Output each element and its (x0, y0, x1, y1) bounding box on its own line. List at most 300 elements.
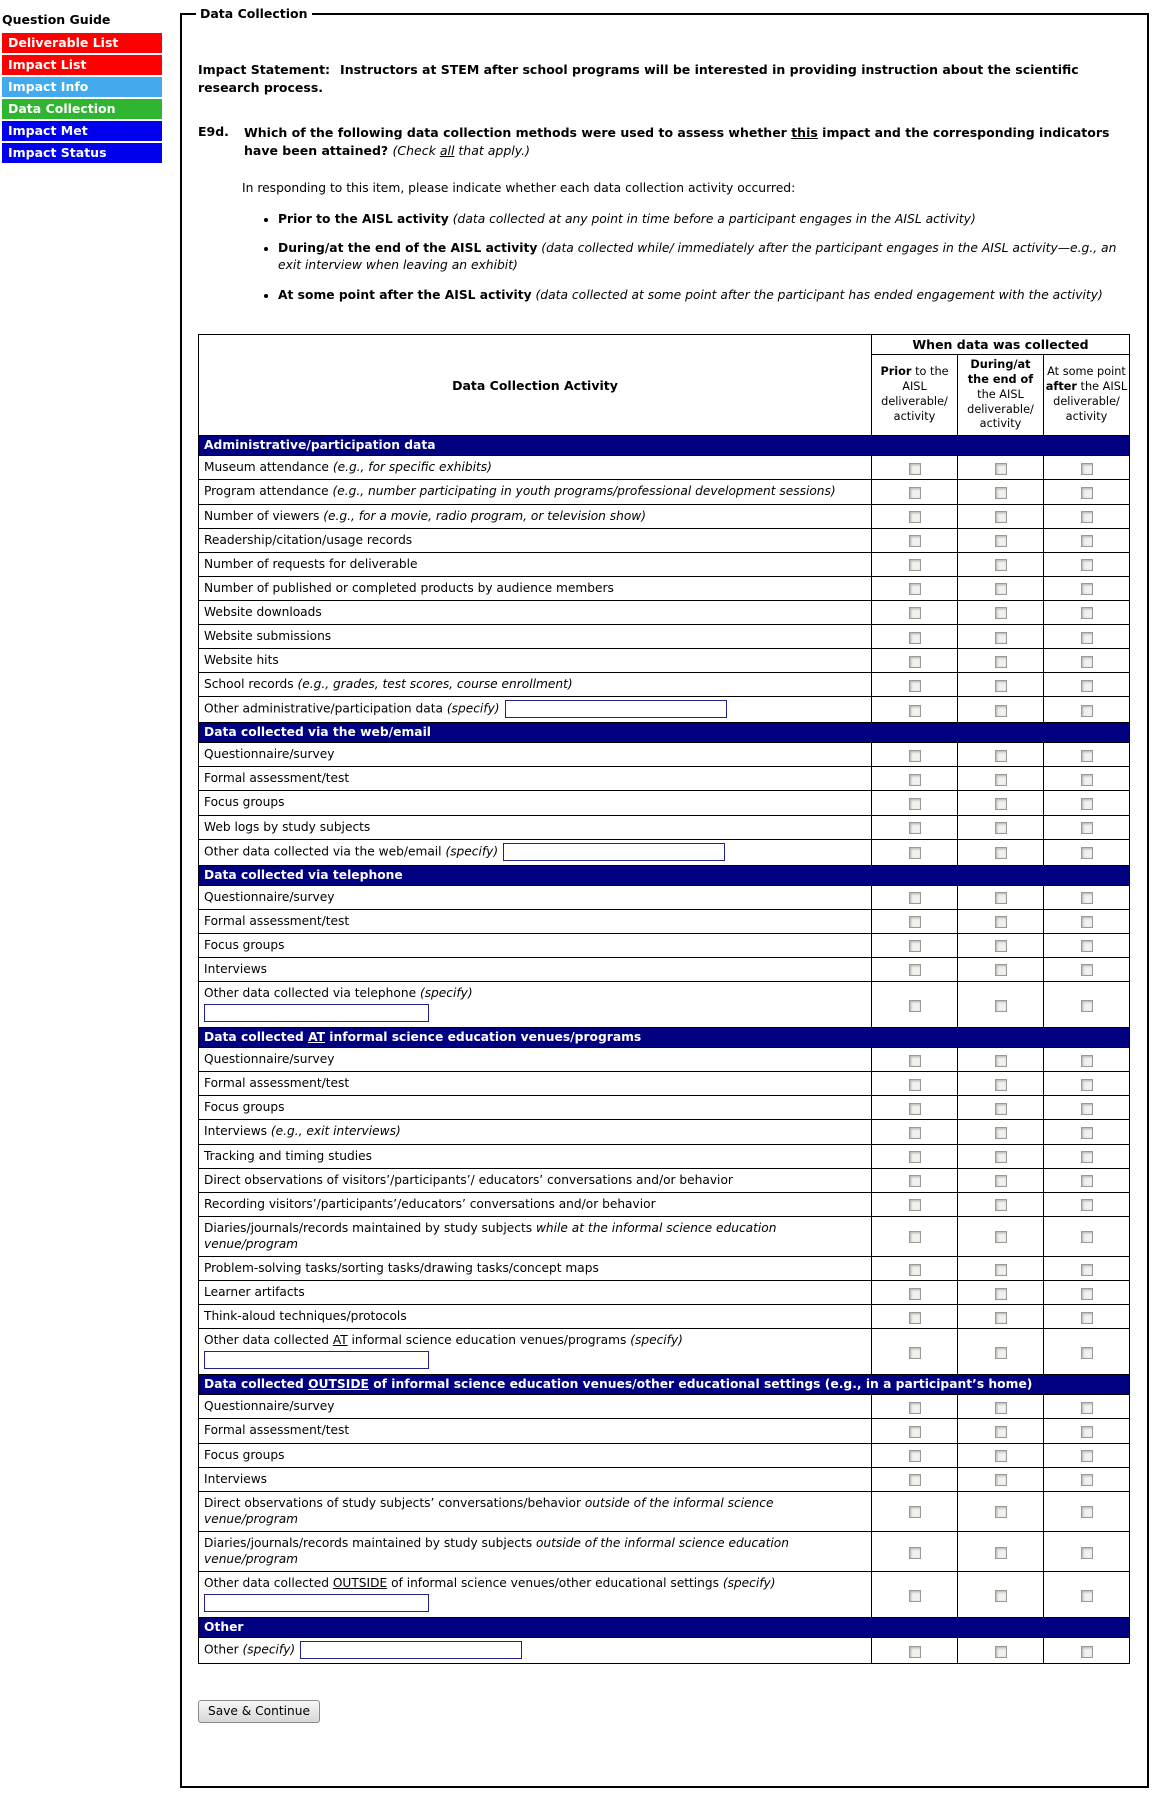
checkbox-cell-after (1044, 815, 1130, 839)
checkbox-cell-during (958, 576, 1044, 600)
checkbox-cell-after (1044, 743, 1130, 767)
checkbox-cell-prior (872, 957, 958, 981)
activity-label (199, 649, 872, 673)
checkbox-prior[interactable] (909, 1402, 921, 1414)
checkbox-prior[interactable] (909, 798, 921, 810)
checkbox-prior[interactable] (909, 1426, 921, 1438)
checkbox-during[interactable] (995, 680, 1007, 692)
checkbox-after[interactable] (1081, 916, 1093, 928)
checkbox-prior[interactable] (909, 964, 921, 976)
checkbox-after[interactable] (1081, 750, 1093, 762)
checkbox-prior[interactable] (909, 940, 921, 952)
question-number: E9d. (198, 124, 229, 139)
checkbox-during[interactable] (995, 1288, 1007, 1300)
activity-row (199, 1048, 1130, 1072)
checkbox-during[interactable] (995, 1151, 1007, 1163)
label-text-segment: Questionnaire/survey (204, 747, 335, 762)
activity-row (199, 697, 1130, 723)
checkbox-cell-prior (872, 697, 958, 723)
checkbox-after[interactable] (1081, 607, 1093, 619)
checkbox-prior[interactable] (909, 656, 921, 668)
checkbox-prior[interactable] (909, 822, 921, 834)
checkbox-during[interactable] (995, 1450, 1007, 1462)
checkbox-during[interactable] (995, 1231, 1007, 1243)
question-check-note: (Check (392, 142, 440, 158)
activity-row (199, 839, 1130, 865)
checkbox-during[interactable] (995, 705, 1007, 717)
checkbox-cell-after (1044, 576, 1130, 600)
checkbox-during[interactable] (995, 1547, 1007, 1559)
activity-label (199, 1216, 872, 1256)
checkbox-prior[interactable] (909, 1474, 921, 1486)
activity-label (199, 1192, 872, 1216)
checkbox-during[interactable] (995, 1402, 1007, 1414)
activity-row (199, 625, 1130, 649)
checkbox-during[interactable] (995, 632, 1007, 644)
label-text-segment: Administrative/participation data (204, 438, 436, 453)
checkbox-cell-after (1044, 1168, 1130, 1192)
label-italic-segment: (specify) (722, 1576, 776, 1591)
checkbox-during[interactable] (995, 1103, 1007, 1115)
label-underlined-segment: OUTSIDE (332, 1576, 388, 1591)
checkbox-cell-during (958, 1572, 1044, 1618)
checkbox-cell-after (1044, 504, 1130, 528)
checkbox-cell-during (958, 1281, 1044, 1305)
checkbox-cell-after (1044, 885, 1130, 909)
label-text-segment: Diaries/journals/records maintained by study subjects (204, 1535, 536, 1550)
checkbox-during[interactable] (995, 964, 1007, 976)
activity-label (199, 673, 872, 697)
checkbox-prior[interactable] (909, 487, 921, 499)
checkbox-cell-during (958, 1443, 1044, 1467)
label-text-segment: Problem-solving tasks/sorting tasks/drawing tasks/concept maps (204, 1260, 599, 1275)
activity-label (199, 743, 872, 767)
label-text-segment: Think-aloud techniques/protocols (204, 1309, 407, 1324)
label-text-segment: Interviews (204, 961, 268, 976)
checkbox-cell-prior (872, 815, 958, 839)
specify-input[interactable] (204, 1004, 429, 1022)
checkbox-cell-prior (872, 552, 958, 576)
question-text-part: Which of the following data collection methods were used to assess whether (244, 125, 792, 140)
checkbox-during[interactable] (995, 1312, 1007, 1324)
checkbox-cell-after (1044, 1216, 1130, 1256)
checkbox-after[interactable] (1081, 964, 1093, 976)
checkbox-during[interactable] (995, 1264, 1007, 1276)
label-text-segment: Questionnaire/survey (204, 1399, 335, 1414)
label-italic-segment: (e.g., for specific exhibits) (332, 460, 492, 475)
checkbox-cell-prior (872, 1216, 958, 1256)
checkbox-after[interactable] (1081, 1127, 1093, 1139)
checkbox-cell-after (1044, 673, 1130, 697)
checkbox-prior[interactable] (909, 1506, 921, 1518)
checkbox-after[interactable] (1081, 705, 1093, 717)
label-text-segment: Formal assessment/test (204, 913, 350, 928)
checkbox-during[interactable] (995, 1055, 1007, 1067)
section-header-row (199, 723, 1130, 743)
checkbox-prior[interactable] (909, 535, 921, 547)
checkbox-after[interactable] (1081, 1231, 1093, 1243)
checkbox-prior[interactable] (909, 1347, 921, 1359)
checkbox-after[interactable] (1081, 1103, 1093, 1115)
label-italic-segment: (e.g., grades, test scores, course enrollment) (297, 677, 573, 692)
col-header-after (1044, 354, 1130, 436)
activity-row (199, 1305, 1130, 1329)
checkbox-prior[interactable] (909, 1103, 921, 1115)
activity-label (199, 1638, 872, 1664)
checkbox-cell-after (1044, 1120, 1130, 1144)
checkbox-after[interactable] (1081, 632, 1093, 644)
checkbox-cell-during (958, 1638, 1044, 1664)
checkbox-during[interactable] (995, 607, 1007, 619)
checkbox-prior[interactable] (909, 750, 921, 762)
label-text-segment: Interviews (204, 1471, 268, 1486)
label-italic-segment: (specify) (630, 1333, 683, 1348)
activity-row (199, 504, 1130, 528)
checkbox-after[interactable] (1081, 1199, 1093, 1211)
checkbox-cell-after (1044, 1443, 1130, 1467)
checkbox-cell-after (1044, 1192, 1130, 1216)
checkbox-after[interactable] (1081, 1646, 1093, 1658)
checkbox-cell-after (1044, 1072, 1130, 1096)
checkbox-during[interactable] (995, 1079, 1007, 1091)
label-text-segment: Formal assessment/test (204, 771, 350, 786)
section-header (199, 1375, 1130, 1395)
checkbox-cell-during (958, 552, 1044, 576)
checkbox-during[interactable] (995, 940, 1007, 952)
bullet-italic-text: (data collected while/ immediately after the participant engages in the AISL activity—e.g., an exit interview when leaving an exhibit) (278, 241, 1117, 273)
checkbox-after[interactable] (1081, 1402, 1093, 1414)
checkbox-after[interactable] (1081, 1264, 1093, 1276)
checkbox-during[interactable] (995, 1506, 1007, 1518)
checkbox-prior[interactable] (909, 1646, 921, 1658)
label-text-segment: Direct observations of study subjects’ conversations/behavior (204, 1495, 585, 1510)
activity-label (199, 1491, 872, 1531)
checkbox-prior[interactable] (909, 559, 921, 571)
checkbox-after[interactable] (1081, 822, 1093, 834)
checkbox-cell-prior (872, 576, 958, 600)
bullet-italic-text: (data collected at any point in time before a participant engages in the AISL activity) (448, 212, 976, 226)
checkbox-cell-after (1044, 1638, 1130, 1664)
label-text-segment: Other (204, 1642, 243, 1657)
checkbox-during[interactable] (995, 798, 1007, 810)
activity-row (199, 1531, 1130, 1571)
checkbox-cell-prior (872, 791, 958, 815)
data-collection-table (198, 334, 1130, 1664)
checkbox-prior[interactable] (909, 511, 921, 523)
checkbox-during[interactable] (995, 1426, 1007, 1438)
checkbox-after[interactable] (1081, 940, 1093, 952)
checkbox-during[interactable] (995, 1175, 1007, 1187)
activity-label (199, 1256, 872, 1280)
activity-row (199, 649, 1130, 673)
label-text-segment: Focus groups (204, 1100, 285, 1115)
checkbox-during[interactable] (995, 1199, 1007, 1211)
checkbox-prior[interactable] (909, 1055, 921, 1067)
sidebar-item-deliverable-list[interactable]: Deliverable List (2, 33, 162, 53)
checkbox-prior[interactable] (909, 1264, 921, 1276)
table-body (199, 436, 1130, 1664)
checkbox-prior[interactable] (909, 680, 921, 692)
activity-row (199, 1419, 1130, 1443)
checkbox-after[interactable] (1081, 1474, 1093, 1486)
label-text-segment: Number of viewers (204, 508, 324, 523)
checkbox-cell-prior (872, 1395, 958, 1419)
label-text-segment: Web logs by study subjects (204, 819, 371, 834)
checkbox-cell-during (958, 480, 1044, 504)
checkbox-cell-prior (872, 625, 958, 649)
checkbox-prior[interactable] (909, 774, 921, 786)
checkbox-cell-prior (872, 1072, 958, 1096)
checkbox-after[interactable] (1081, 511, 1093, 523)
checkbox-after[interactable] (1081, 1288, 1093, 1300)
label-text-segment: informal science education venues/programs (347, 1333, 631, 1348)
activity-row (199, 1467, 1130, 1491)
activity-column-header: Data Collection Activity (199, 334, 872, 436)
checkbox-after[interactable] (1081, 535, 1093, 547)
checkbox-cell-during (958, 649, 1044, 673)
activity-label (199, 1419, 872, 1443)
checkbox-after[interactable] (1081, 463, 1093, 475)
section-header-row (199, 1028, 1130, 1048)
checkbox-after[interactable] (1081, 1079, 1093, 1091)
sidebar-item-impact-status[interactable]: Impact Status (2, 143, 162, 163)
checkbox-prior[interactable] (909, 847, 921, 859)
checkbox-prior[interactable] (909, 632, 921, 644)
checkbox-prior[interactable] (909, 1151, 921, 1163)
activity-row (199, 1638, 1130, 1664)
checkbox-during[interactable] (995, 1127, 1007, 1139)
checkbox-after[interactable] (1081, 1000, 1093, 1012)
label-text-segment: Number of published or completed products by audience members (204, 580, 614, 595)
sidebar-title: Question Guide (2, 12, 111, 27)
label-text-segment: Other data collected via the web/email (204, 844, 446, 859)
checkbox-during[interactable] (995, 1000, 1007, 1012)
activity-row (199, 743, 1130, 767)
checkbox-after[interactable] (1081, 1151, 1093, 1163)
checkbox-prior[interactable] (909, 1000, 921, 1012)
activity-label (199, 576, 872, 600)
checkbox-after[interactable] (1081, 1506, 1093, 1518)
bullet-bold-text: During/at the end of the AISL activity (278, 241, 538, 256)
checkbox-after[interactable] (1081, 847, 1093, 859)
checkbox-cell-after (1044, 1329, 1130, 1375)
checkbox-cell-after (1044, 552, 1130, 576)
checkbox-during[interactable] (995, 583, 1007, 595)
activity-row (199, 1192, 1130, 1216)
label-italic-segment: outside of the informal science education venue/program (204, 1535, 789, 1566)
checkbox-prior[interactable] (909, 1199, 921, 1211)
activity-label (199, 1395, 872, 1419)
checkbox-cell-after (1044, 1096, 1130, 1120)
question-underlined-this: this (791, 125, 818, 140)
checkbox-prior[interactable] (909, 1450, 921, 1462)
sidebar-item-impact-met[interactable]: Impact Met (2, 121, 162, 141)
checkbox-cell-after (1044, 1467, 1130, 1491)
checkbox-after[interactable] (1081, 487, 1093, 499)
checkbox-after[interactable] (1081, 559, 1093, 571)
label-italic-segment: (e.g., exit interviews) (270, 1124, 401, 1139)
checkbox-during[interactable] (995, 656, 1007, 668)
checkbox-during[interactable] (995, 892, 1007, 904)
checkbox-after[interactable] (1081, 680, 1093, 692)
checkbox-during[interactable] (995, 916, 1007, 928)
checkbox-cell-prior (872, 1256, 958, 1280)
activity-label (199, 791, 872, 815)
col-header-text: the AISL deliverable/ activity (967, 387, 1034, 431)
checkbox-after[interactable] (1081, 1547, 1093, 1559)
activity-label (199, 1572, 872, 1618)
checkbox-during[interactable] (995, 847, 1007, 859)
checkbox-after[interactable] (1081, 1347, 1093, 1359)
checkbox-prior[interactable] (909, 1127, 921, 1139)
activity-label (199, 1120, 872, 1144)
checkbox-cell-after (1044, 1305, 1130, 1329)
activity-row (199, 1491, 1130, 1531)
checkbox-cell-after (1044, 1531, 1130, 1571)
activity-label (199, 504, 872, 528)
bullet-bold-text: Prior to the AISL activity (278, 212, 449, 226)
activity-label (199, 767, 872, 791)
activity-label (199, 933, 872, 957)
label-text-segment: Data collected (204, 1377, 309, 1392)
checkbox-prior[interactable] (909, 463, 921, 475)
checkbox-after[interactable] (1081, 892, 1093, 904)
checkbox-cell-during (958, 1168, 1044, 1192)
checkbox-cell-prior (872, 1419, 958, 1443)
label-underlined-segment: AT (308, 1030, 326, 1045)
when-collected-header: When data was collected (872, 334, 1130, 354)
checkbox-prior[interactable] (909, 705, 921, 717)
checkbox-prior[interactable] (909, 1590, 921, 1602)
checkbox-cell-after (1044, 1572, 1130, 1618)
checkbox-after[interactable] (1081, 1175, 1093, 1187)
checkbox-after[interactable] (1081, 1450, 1093, 1462)
sidebar-item-impact-list[interactable]: Impact List (2, 55, 162, 75)
checkbox-during[interactable] (995, 463, 1007, 475)
activity-label (199, 1443, 872, 1467)
specify-input[interactable] (204, 1594, 429, 1612)
checkbox-during[interactable] (995, 535, 1007, 547)
checkbox-cell-prior (872, 1467, 958, 1491)
checkbox-during[interactable] (995, 774, 1007, 786)
checkbox-cell-after (1044, 957, 1130, 981)
checkbox-during[interactable] (995, 1646, 1007, 1658)
checkbox-during[interactable] (995, 559, 1007, 571)
checkbox-cell-after (1044, 480, 1130, 504)
activity-row (199, 456, 1130, 480)
activity-label (199, 552, 872, 576)
checkbox-cell-during (958, 1531, 1044, 1571)
label-text-segment: Other (204, 1620, 244, 1635)
checkbox-prior[interactable] (909, 1175, 921, 1187)
checkbox-cell-during (958, 504, 1044, 528)
label-italic-segment: outside of the informal science venue/program (204, 1495, 774, 1526)
question-underlined-all: all (439, 142, 455, 158)
sidebar-item-impact-info[interactable]: Impact Info (2, 77, 162, 97)
checkbox-prior[interactable] (909, 1547, 921, 1559)
instructions-intro: In responding to this item, please indicate whether each data collection activity occurred: (242, 181, 796, 195)
section-header (199, 1618, 1130, 1638)
activity-label (199, 1144, 872, 1168)
checkbox-after[interactable] (1081, 583, 1093, 595)
specify-input[interactable] (204, 1351, 429, 1369)
checkbox-prior[interactable] (909, 1288, 921, 1300)
activity-row (199, 885, 1130, 909)
checkbox-prior[interactable] (909, 892, 921, 904)
bullet-item (278, 240, 1133, 274)
save-continue-button[interactable]: Save & Continue (198, 1700, 320, 1723)
checkbox-prior[interactable] (909, 1312, 921, 1324)
checkbox-cell-during (958, 1144, 1044, 1168)
label-text-segment: Tracking and timing studies (204, 1148, 372, 1163)
checkbox-during[interactable] (995, 511, 1007, 523)
checkbox-cell-prior (872, 1491, 958, 1531)
checkbox-after[interactable] (1081, 1312, 1093, 1324)
checkbox-prior[interactable] (909, 607, 921, 619)
checkbox-after[interactable] (1081, 774, 1093, 786)
checkbox-during[interactable] (995, 1347, 1007, 1359)
label-italic-segment: (specify) (446, 701, 500, 716)
checkbox-after[interactable] (1081, 1426, 1093, 1438)
activity-row (199, 673, 1130, 697)
checkbox-cell-during (958, 1305, 1044, 1329)
checkbox-during[interactable] (995, 822, 1007, 834)
label-text-segment: Readership/citation/usage records (204, 532, 413, 547)
checkbox-prior[interactable] (909, 1231, 921, 1243)
checkbox-prior[interactable] (909, 583, 921, 595)
activity-label (199, 957, 872, 981)
checkbox-during[interactable] (995, 1474, 1007, 1486)
checkbox-during[interactable] (995, 1590, 1007, 1602)
activity-row (199, 528, 1130, 552)
specify-input[interactable] (505, 700, 727, 718)
label-text-segment: Website submissions (204, 629, 332, 643)
checkbox-cell-during (958, 528, 1044, 552)
checkbox-prior[interactable] (909, 916, 921, 928)
checkbox-after[interactable] (1081, 798, 1093, 810)
checkbox-during[interactable] (995, 750, 1007, 762)
checkbox-after[interactable] (1081, 656, 1093, 668)
checkbox-during[interactable] (995, 487, 1007, 499)
checkbox-cell-after (1044, 625, 1130, 649)
section-header (199, 865, 1130, 885)
specify-input[interactable] (300, 1641, 522, 1659)
activity-label (199, 697, 872, 723)
checkbox-cell-during (958, 456, 1044, 480)
checkbox-cell-after (1044, 1395, 1130, 1419)
checkbox-cell-prior (872, 600, 958, 624)
checkbox-cell-after (1044, 1491, 1130, 1531)
section-header (199, 436, 1130, 456)
activity-label (199, 1531, 872, 1571)
bullet-bold-text: At some point after the AISL activity (278, 287, 532, 302)
section-header-row (199, 1618, 1130, 1638)
checkbox-cell-during (958, 767, 1044, 791)
checkbox-after[interactable] (1081, 1590, 1093, 1602)
checkbox-cell-during (958, 933, 1044, 957)
label-text-segment: Data collected via the web/email (204, 725, 431, 740)
checkbox-cell-during (958, 885, 1044, 909)
checkbox-cell-during (958, 673, 1044, 697)
checkbox-cell-prior (872, 839, 958, 865)
sidebar-item-data-collection[interactable]: Data Collection (2, 99, 162, 119)
checkbox-cell-during (958, 1048, 1044, 1072)
activity-label (199, 1329, 872, 1375)
checkbox-prior[interactable] (909, 1079, 921, 1091)
specify-input[interactable] (503, 843, 725, 861)
checkbox-after[interactable] (1081, 1055, 1093, 1067)
activity-row (199, 600, 1130, 624)
